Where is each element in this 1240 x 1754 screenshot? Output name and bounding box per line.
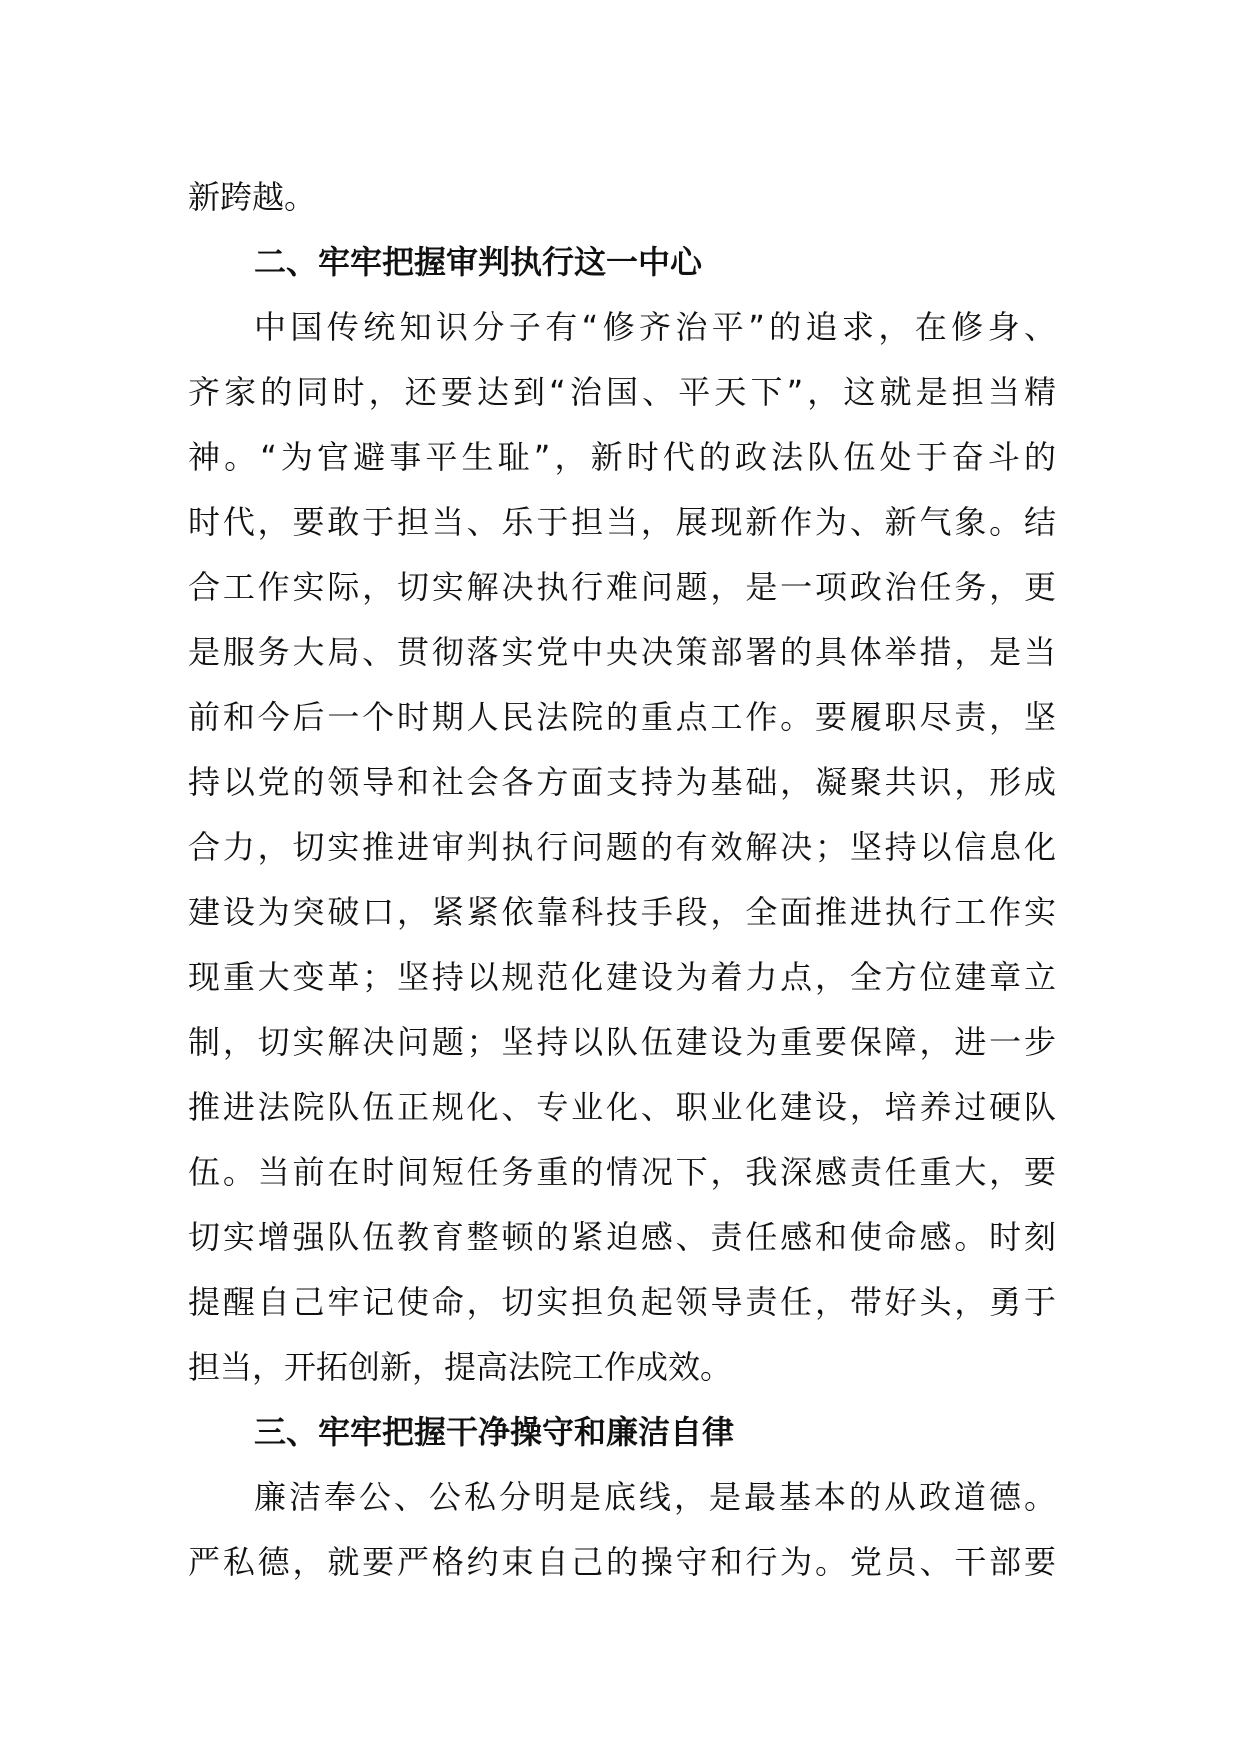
paragraph-line: 现重大变革；坚持以规范化建设为着力点，全方位建章立 bbox=[188, 958, 1056, 996]
paragraph-line: 是服务大局、贯彻落实党中央决策部署的具体举措，是当 bbox=[188, 633, 1056, 671]
section-heading: 二、牢牢把握审判执行这一中心 bbox=[254, 243, 703, 281]
paragraph-line: 廉洁奉公、公私分明是底线，是最基本的从政道德。 bbox=[254, 1478, 1056, 1516]
paragraph-line: 严私德，就要严格约束自己的操守和行为。党员、干部要 bbox=[188, 1543, 1056, 1581]
section-heading: 三、牢牢把握干净操守和廉洁自律 bbox=[254, 1413, 735, 1451]
paragraph-line: 持以党的领导和社会各方面支持为基础，凝聚共识，形成 bbox=[188, 763, 1056, 801]
paragraph-line: 担当，开拓创新，提高法院工作成效。 bbox=[188, 1348, 733, 1386]
paragraph-line: 制，切实解决问题；坚持以队伍建设为重要保障，进一步 bbox=[188, 1023, 1056, 1061]
paragraph-line: 合工作实际，切实解决执行难问题，是一项政治任务，更 bbox=[188, 568, 1056, 606]
paragraph-line: 建设为突破口，紧紧依靠科技手段，全面推进执行工作实 bbox=[188, 893, 1056, 931]
paragraph-line: 齐家的同时，还要达到“治国、平天下”，这就是担当精 bbox=[188, 373, 1056, 411]
paragraph-line: 时代，要敢于担当、乐于担当，展现新作为、新气象。结 bbox=[188, 503, 1056, 541]
document-text-body bbox=[188, 165, 1056, 1595]
paragraph-line: 提醒自己牢记使命，切实担负起领导责任，带好头，勇于 bbox=[188, 1283, 1056, 1321]
paragraph-line: 新跨越。 bbox=[188, 178, 317, 216]
paragraph-line: 合力，切实推进审判执行问题的有效解决；坚持以信息化 bbox=[188, 828, 1056, 866]
paragraph-line: 前和今后一个时期人民法院的重点工作。要履职尽责，坚 bbox=[188, 698, 1056, 736]
paragraph-line: 伍。当前在时间短任务重的情况下，我深感责任重大，要 bbox=[188, 1153, 1056, 1191]
paragraph-line: 中国传统知识分子有“修齐治平”的追求，在修身、 bbox=[254, 308, 1056, 346]
paragraph-line: 切实增强队伍教育整顿的紧迫感、责任感和使命感。时刻 bbox=[188, 1218, 1056, 1256]
paragraph-line: 神。“为官避事平生耻”，新时代的政法队伍处于奋斗的 bbox=[188, 438, 1056, 476]
paragraph-line: 推进法院队伍正规化、专业化、职业化建设，培养过硬队 bbox=[188, 1088, 1056, 1126]
